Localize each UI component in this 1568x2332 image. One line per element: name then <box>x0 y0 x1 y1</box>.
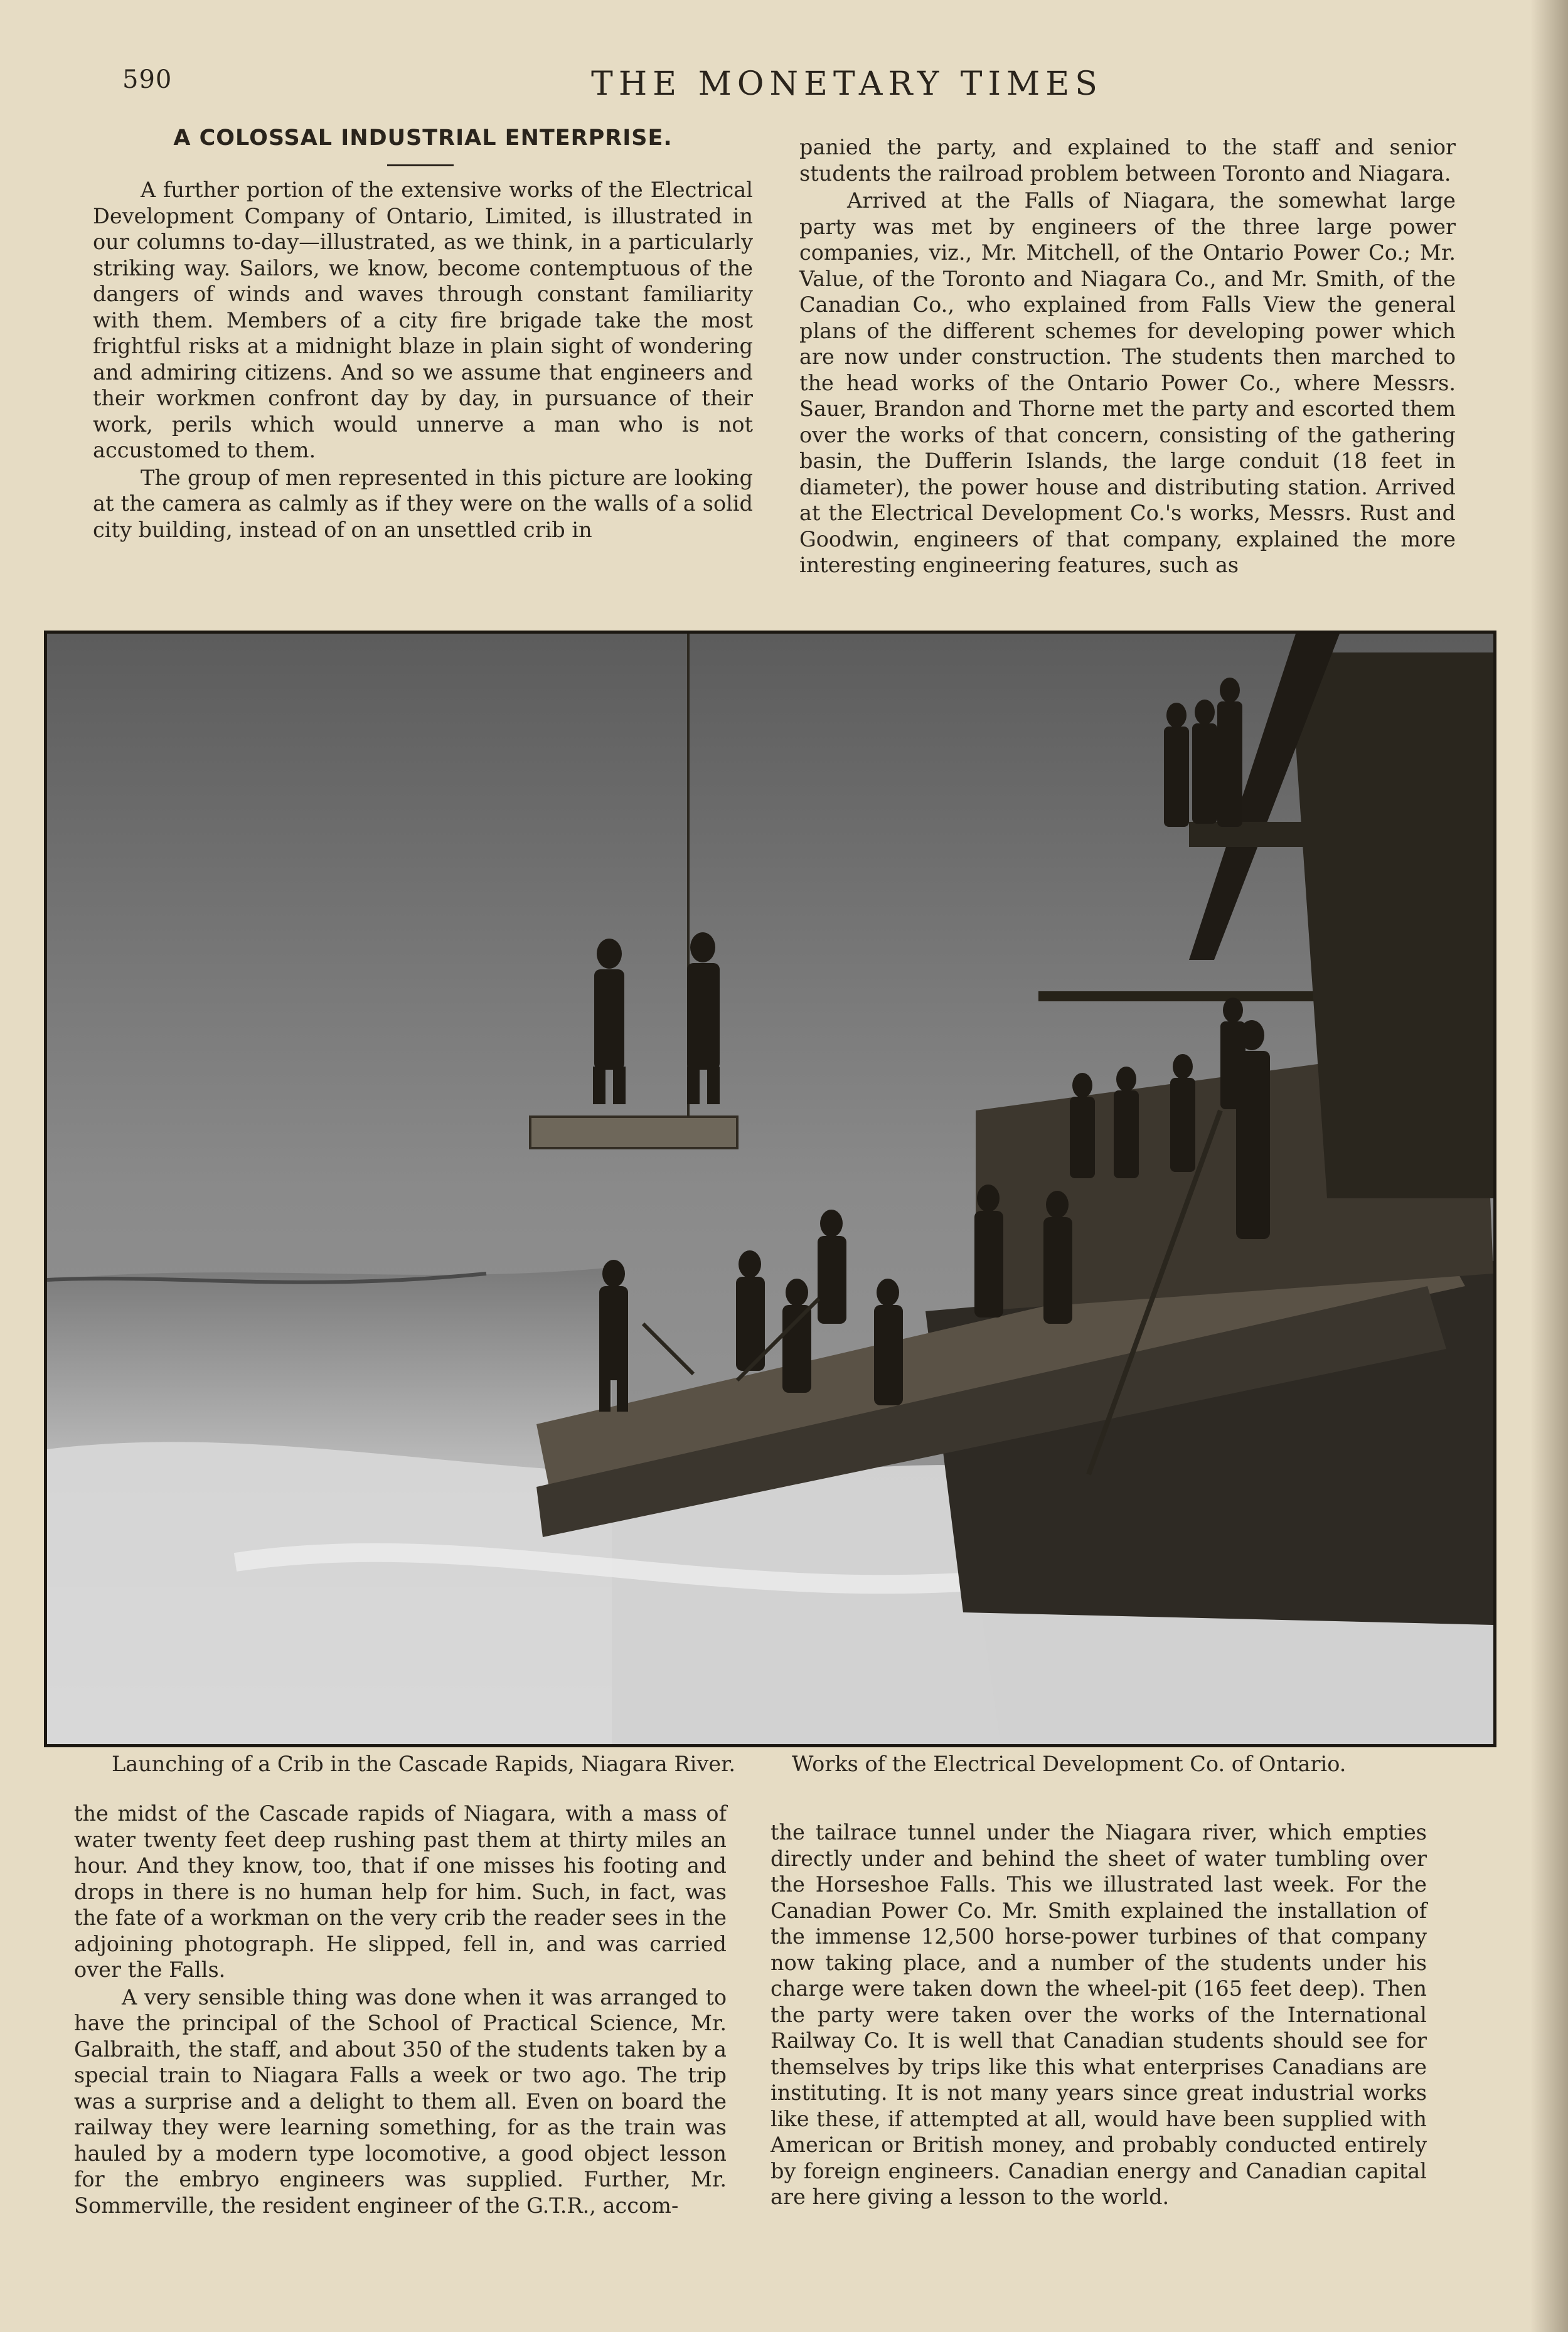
paragraph: The group of men represented in this picture are looking at the camera as calmly as if they were on the walls of a solid city building, instead of on an unsettled crib in <box>93 465 753 542</box>
paragraph: the tailrace tunnel under the Niagara river, which empties directly under and behind the sheet of water tumbling over the Horseshoe Falls. This we illustrated last week. For the Canadian Power Co. Mr. Smith explained the installation of the immense 12,500 horse-power turbines of that company now taking place, and a number of the students under his charge were taken down the wheel-pit (165 feet deep). Then the party were taken over the works of the International Railway Co. It is well that Canadian students should see for themselves by trips like this what enterprises Canadians are instituting. It is not many years since great industrial works like these, if attempted at all, would have been supplied with American or British money, and probably conducted entirely by foreign engineers. Canadian energy and Canadian capital are here giving a lesson to the world. <box>771 1820 1427 2209</box>
page-number: 590 <box>122 65 173 94</box>
article-column-top-right <box>799 134 1456 578</box>
article-column-bottom-right <box>771 1819 1427 2210</box>
paragraph: panied the party, and explained to the staff and senior students the railroad problem between Toronto and Niagara. <box>799 135 1456 186</box>
paragraph: Arrived at the Falls of Niagara, the somewhat large party was met by engineers of the three large power companies, viz., Mr. Mitchell, of the Ontario Power Co.; Mr. Value, of the Toronto and Niagara Co., and Mr. Smith, of the Canadian Co., who explained from Falls View the general plans of the different schemes for developing power which are now under construction. The students then marched to the head works of the Ontario Power Co., where Messrs. Sauer, Brandon and Thorne met the party and escorted them over the works of that concern, consisting of the gathering basin, the Dufferin Islands, the large conduit (18 feet in diameter), the power house and distributing station. Arrived at the Electrical Development Co.'s works, Messrs. Rust and Goodwin, engineers of that company, explained the more interesting engineering features, such as <box>799 188 1456 577</box>
paragraph: A very sensible thing was done when it was arranged to have the principal of the School of Practical Science, Mr. Galbraith, the staff, and about 350 of the students taken by a special train to Niagara Falls a week or two ago. The trip was a surprise and a delight to them all. Even on board the railway they were learning something, for as the train was hauled by a modern type locomotive, a good object lesson for the embryo engineers was supplied. Further, Mr. Sommerville, the resident engineer of the G.T.R., accom- <box>74 1984 727 2218</box>
headline-rule <box>387 164 454 166</box>
publication-masthead: THE MONETARY TIMES <box>591 65 1103 103</box>
photo-caption-left: Launching of a Crib in the Cascade Rapids, Niagara River. <box>112 1752 736 1776</box>
article-column-top-left <box>93 177 753 543</box>
photo-caption-right: Works of the Electrical Development Co. of Ontario. <box>792 1752 1347 1776</box>
paragraph: the midst of the Cascade rapids of Niagara, with a mass of water twenty feet deep rushing past them at thirty miles an hour. And they know, too, that if one misses his footing and drops in there is no human help for him. Such, in fact, was the fate of a workman on the very crib the reader sees in the adjoining photograph. He slipped, fell in, and was carried over the Falls. <box>74 1801 727 1982</box>
article-column-bottom-left <box>74 1801 727 2218</box>
crib-launch-photograph <box>44 631 1496 1747</box>
page-edge-shadow <box>1530 0 1568 2332</box>
paragraph: A further portion of the extensive works of the Electrical Development Company of Ontario, Limited, is illustrated in our columns to-day—illustrated, as we think, in a particularly striking way. Sailors, we know, become contemptuous of the dangers of winds and waves through constant familiarity with them. Members of a city fire brigade take the most frightful risks at a midnight blaze in plain sight of wondering and admiring citizens. And so we assume that engineers and their workmen confront day by day, in pursuance of their work, perils which would unnerve a man who is not accustomed to them. <box>93 178 753 462</box>
article-headline: A COLOSSAL INDUSTRIAL ENTERPRISE. <box>173 125 673 151</box>
